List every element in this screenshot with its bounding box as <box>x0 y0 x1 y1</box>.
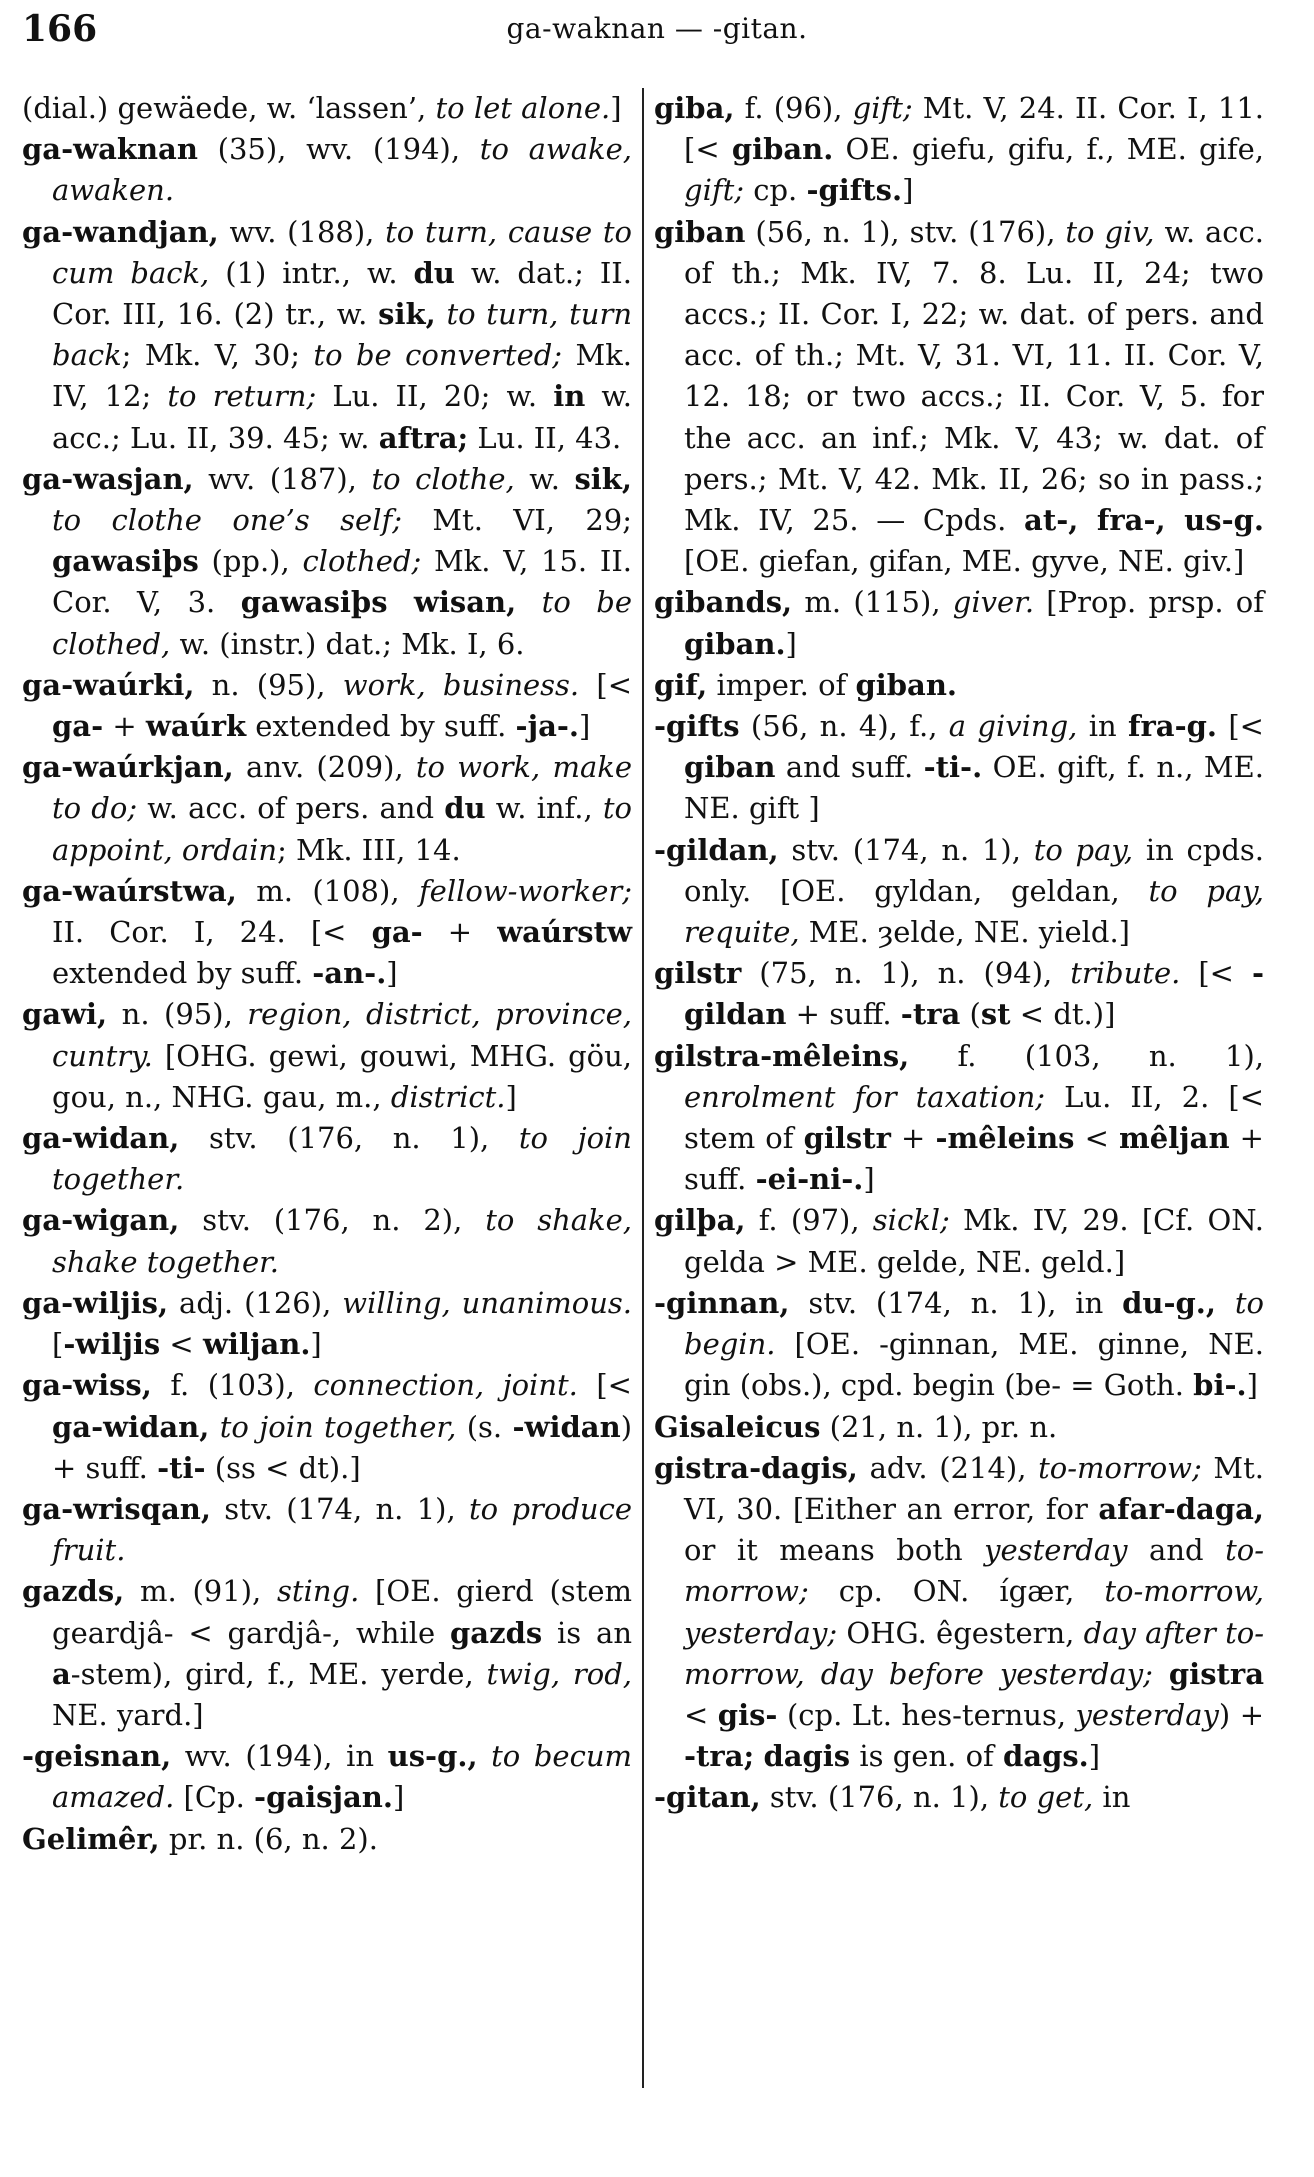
dictionary-entry: giba, f. (96), gift; Mt. V, 24. II. Cor. I, 11. [< giban. OE. giefu, gifu, f., ME. gife, gift; cp. -gifts.] <box>654 91 1264 208</box>
left-column <box>22 88 632 1860</box>
dictionary-entry: (dial.) gewäede, w. ‘lassen’, to let alone.] <box>22 91 622 125</box>
running-head: ga-waknan — -gitan. <box>506 12 808 45</box>
dictionary-entry: -ginnan, stv. (174, n. 1), in du-g., to begin. [OE. -ginnan, ME. ginne, NE. gin (obs.), cpd. begin (be- = Goth. bi-.] <box>654 1285 1264 1403</box>
dictionary-entry: ga-waúrkjan, anv. (209), to work, make to do; w. acc. of pers. and du w. inf., to appoint, ordain; Mk. III, 14. <box>22 750 633 867</box>
dictionary-entry: ga-wasjan, wv. (187), to clothe, w. sik, to clothe one’s self; Mt. VI, 29; gawasiþs (pp.), clothed; Mk. V, 15. II. Cor. V, 3. gawasiþs wisan, to be clothed, w. (instr.) dat.; Mk. I, 6. <box>22 461 632 661</box>
dictionary-entry: -gildan, stv. (174, n. 1), to pay, in cpds. only. [OE. gyldan, geldan, to pay, requite, ME. ȝelde, NE. yield.] <box>654 832 1265 950</box>
dictionary-entry: gistra-dagis, adv. (214), to-morrow; Mt. VI, 30. [Either an error, for afar-daga, or it means both yesterday and to-morrow; cp. ON. ígær, to-morrow, yesterday; OHG. êgestern, day after to-morrow, day before yesterday; gistra < gis- (cp. Lt. hes-ternus, yesterday) + -tra; dagis is gen. of dags.] <box>654 1450 1264 1774</box>
dictionary-entry: gawi, n. (95), region, district, province, cuntry. [OHG. gewi, gouwi, MHG. göu, gou, n., NHG. gau, m., district.] <box>22 997 632 1114</box>
column-divider <box>642 88 644 2088</box>
right-column <box>654 88 1264 1819</box>
dictionary-columns <box>22 88 1290 2088</box>
dictionary-entry: ga-waúrki, n. (95), work, business. [< ga- + waúrk extended by suff. -ja-.] <box>22 667 632 744</box>
dictionary-entry: gilstra-mêleins, f. (103, n. 1), enrolment for taxation; Lu. II, 2. [< stem of gilstr + -mêleins < mêljan + suff. -ei-ni-.] <box>654 1038 1264 1197</box>
dictionary-entry: giban (56, n. 1), stv. (176), to giv, w. acc. of th.; Mk. IV, 7. 8. Lu. II, 24; two accs.; II. Cor. I, 22; w. dat. of pers. and acc. of th.; Mt. V, 31. VI, 11. II. Cor. V, 12. 18; or two accs.; II. Cor. V, 5. for the acc. an inf.; Mk. V, 43; w. dat. of pers.; Mt. V, 42. Mk. II, 26; so in pass.; Mk. IV, 25. — Cpds. at-, fra-, us-g. [OE. giefan, gifan, ME. gyve, NE. giv.] <box>654 214 1264 579</box>
dictionary-entry: gilþa, f. (97), sickl; Mk. IV, 29. [Cf. ON. gelda > ME. gelde, NE. geld.] <box>654 1203 1264 1279</box>
dictionary-entry: ga-wiljis, adj. (126), willing, unanimous. [-wiljis < wiljan.] <box>22 1285 633 1362</box>
dictionary-entry: Gelimêr, pr. n. (6, n. 2). <box>22 1821 378 1856</box>
dictionary-entry: ga-wigan, stv. (176, n. 2), to shake, shake together. <box>22 1203 632 1279</box>
dictionary-entry: -gifts (56, n. 4), f., a giving, in fra-g. [< giban and suff. -ti-. OE. gift, f. n., ME. NE. gift ] <box>654 709 1264 826</box>
dictionary-entry: ga-wiss, f. (103), connection, joint. [< ga-widan, to join together, (s. -widan) + suff. -ti- (ss < dt).] <box>22 1368 633 1485</box>
dictionary-entry: ga-widan, stv. (176, n. 1), to join together. <box>22 1121 632 1197</box>
dictionary-entry: -gitan, stv. (176, n. 1), to get, in <box>654 1780 1131 1815</box>
dictionary-entry: Gisaleicus (21, n. 1), pr. n. <box>654 1409 1058 1444</box>
dictionary-entry: gif, imper. of giban. <box>654 667 958 702</box>
dictionary-entry: ga-wrisqan, stv. (174, n. 1), to produce fruit. <box>22 1491 632 1568</box>
page-header <box>22 8 1292 52</box>
dictionary-entry: gazds, m. (91), sting. [OE. gierd (stem geardjâ- < gardjâ-, while gazds is an a-stem), gird, f., ME. yerde, twig, rod, NE. yard.] <box>22 1574 632 1732</box>
dictionary-entry: gilstr (75, n. 1), n. (94), tribute. [< -gildan + suff. -tra (st < dt.)] <box>654 956 1264 1032</box>
dictionary-entry: ga-waúrstwa, m. (108), fellow-worker; II. Cor. I, 24. [< ga- + waúrstw extended by suff. -an-.] <box>22 873 632 991</box>
dictionary-entry: gibands, m. (115), giver. [Prop. prsp. of giban.] <box>654 585 1264 661</box>
page-number: 166 <box>22 8 98 50</box>
dictionary-entry: ga-wandjan, wv. (188), to turn, cause to cum back, (1) intr., w. du w. dat.; II. Cor. III, 16. (2) tr., w. sik, to turn, turn back; Mk. V, 30; to be converted; Mk. IV, 12; to return; Lu. II, 20; w. in w. acc.; Lu. II, 39. 45; w. aftra; Lu. II, 43. <box>22 214 632 455</box>
dictionary-entry: ga-waknan (35), wv. (194), to awake, awaken. <box>22 132 632 208</box>
dictionary-entry: -geisnan, wv. (194), in us-g., to becum amazed. [Cp. -gaisjan.] <box>22 1739 632 1815</box>
